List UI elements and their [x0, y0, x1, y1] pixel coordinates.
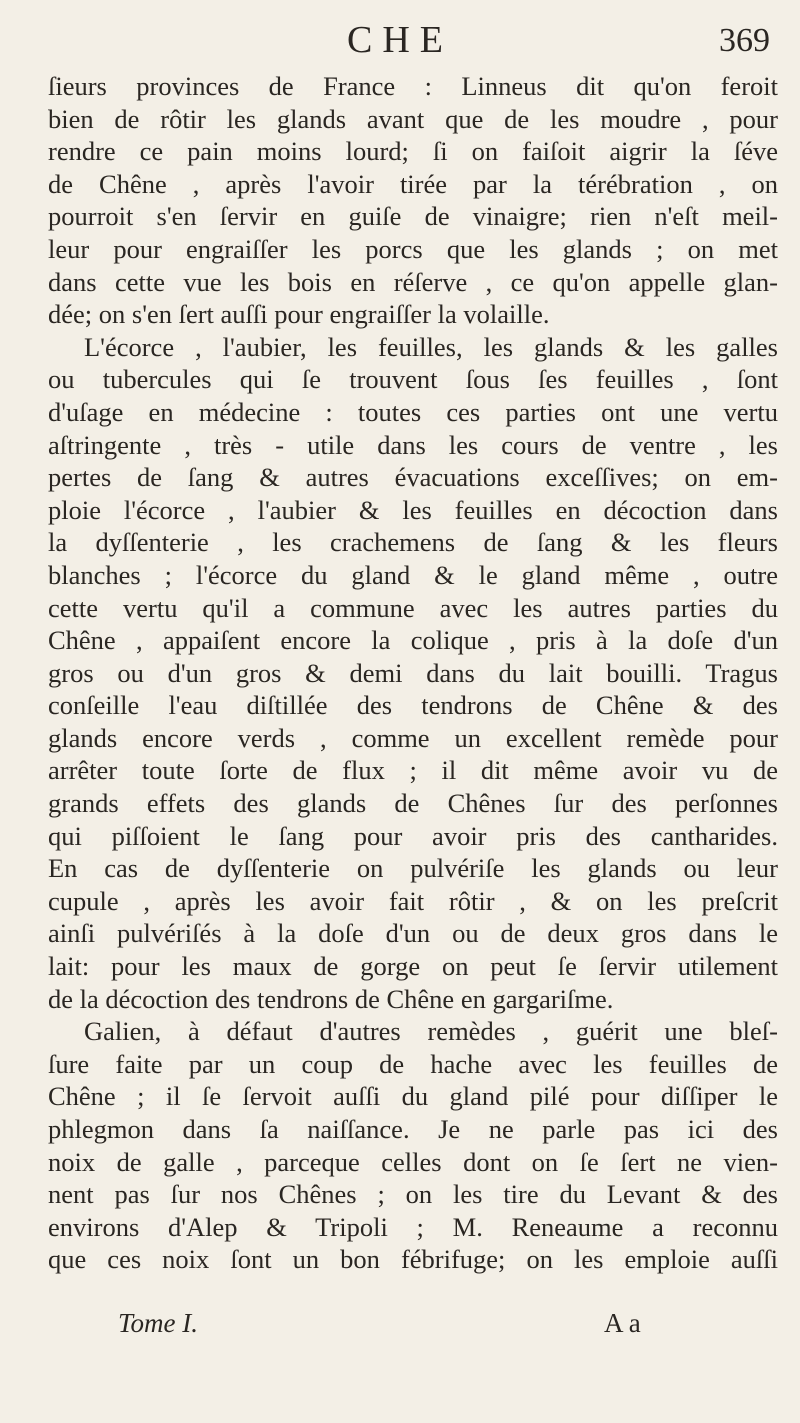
text-line: environs d'Alep & Tripoli ; M. Reneaume a reconnu: [48, 1211, 778, 1242]
text-line: grands effets des glands de Chênes ſur des perſonnes: [48, 788, 778, 819]
body-text: [48, 70, 778, 1276]
text-line: nent pas ſur nos Chênes ; on les tire du Levant & des: [48, 1179, 778, 1210]
text-line: ainſi pulvériſés à la doſe d'un ou de deux gros dans le: [48, 918, 778, 949]
text-line: de Chêne , après l'avoir tirée par la térébration , on: [48, 168, 778, 199]
text-line: arrêter toute ſorte de flux ; il dit même avoir vu de: [48, 755, 778, 786]
volume-label: Tome I.: [118, 1308, 199, 1338]
text-line: gros ou d'un gros & demi dans du lait bouilli. Tragus: [48, 657, 778, 688]
text-line: pourroit s'en ſervir en guiſe de vinaigre; rien n'eſt meil-: [48, 201, 778, 232]
text-line: dée; on s'en ſert auſſi pour engraiſſer la volaille.: [48, 299, 550, 330]
text-line: dans cette vue les bois en réſerve , ce qu'on appelle glan-: [48, 266, 778, 297]
text-line: glands encore verds , comme un excellent remède pour: [48, 722, 778, 753]
text-line: ploie l'écorce , l'aubier & les feuilles en décoction dans: [48, 494, 778, 525]
page-footer: [0, 1308, 800, 1348]
text-line: Chêne ; il ſe ſervoit auſſi du gland pilé pour diſſiper le: [48, 1081, 778, 1112]
running-head: CHE: [347, 19, 453, 61]
text-line: lait: pour les maux de gorge on peut ſe ſervir utilement: [48, 951, 778, 982]
text-line: ou tubercules qui ſe trouvent ſous ſes feuilles , ſont: [48, 364, 778, 395]
text-line: la dyſſenterie , les crachemens de ſang & les fleurs: [48, 527, 778, 558]
text-line: cupule , après les avoir fait rôtir , & on les preſcrit: [48, 885, 778, 916]
text-line: de la décoction des tendrons de Chêne en gargariſme.: [48, 983, 614, 1014]
text-line: En cas de dyſſenterie on pulvériſe les glands ou leur: [48, 853, 778, 884]
text-line: Chêne , appaiſent encore la colique , pris à la doſe d'un: [48, 625, 778, 656]
text-line: que ces noix ſont un bon fébrifuge; on les emploie auſſi: [48, 1244, 778, 1275]
signature-mark: A a: [604, 1308, 641, 1338]
text-line: blanches ; l'écorce du gland & le gland même , outre: [48, 559, 778, 590]
text-line: d'uſage en médecine : toutes ces parties ont une vertu: [48, 396, 778, 427]
text-line: Galien, à défaut d'autres remèdes , guérit une bleſ-: [84, 1016, 778, 1047]
page-number: 369: [719, 22, 770, 59]
text-line: cette vertu qu'il a commune avec les autres parties du: [48, 592, 778, 623]
text-line: noix de galle , parceque celles dont on ſe ſert ne vien-: [48, 1146, 778, 1177]
text-line: rendre ce pain moins lourd; ſi on faiſoit aigrir la ſéve: [48, 136, 778, 167]
text-line: phlegmon dans ſa naiſſance. Je ne parle pas ici des: [48, 1114, 778, 1144]
text-line: conſeille l'eau diſtillée des tendrons de Chêne & des: [48, 690, 778, 721]
text-line: ſieurs provinces de France : Linneus dit qu'on feroit: [48, 71, 778, 101]
text-line: ſure faite par un coup de hache avec les feuilles de: [48, 1048, 778, 1079]
text-line: leur pour engraiſſer les porcs que les glands ; on met: [48, 233, 778, 264]
page-header: [0, 18, 800, 70]
text-line: aſtringente , très - utile dans les cours de ventre , les: [48, 429, 778, 460]
text-line: pertes de ſang & autres évacuations exceſſives; on em-: [48, 462, 778, 493]
text-line: qui piſſoient le ſang pour avoir pris des cantharides.: [48, 820, 778, 851]
text-line: L'écorce , l'aubier, les feuilles, les glands & les galles: [84, 331, 778, 362]
text-line: bien de rôtir les glands avant que de les moudre , pour: [48, 103, 778, 134]
